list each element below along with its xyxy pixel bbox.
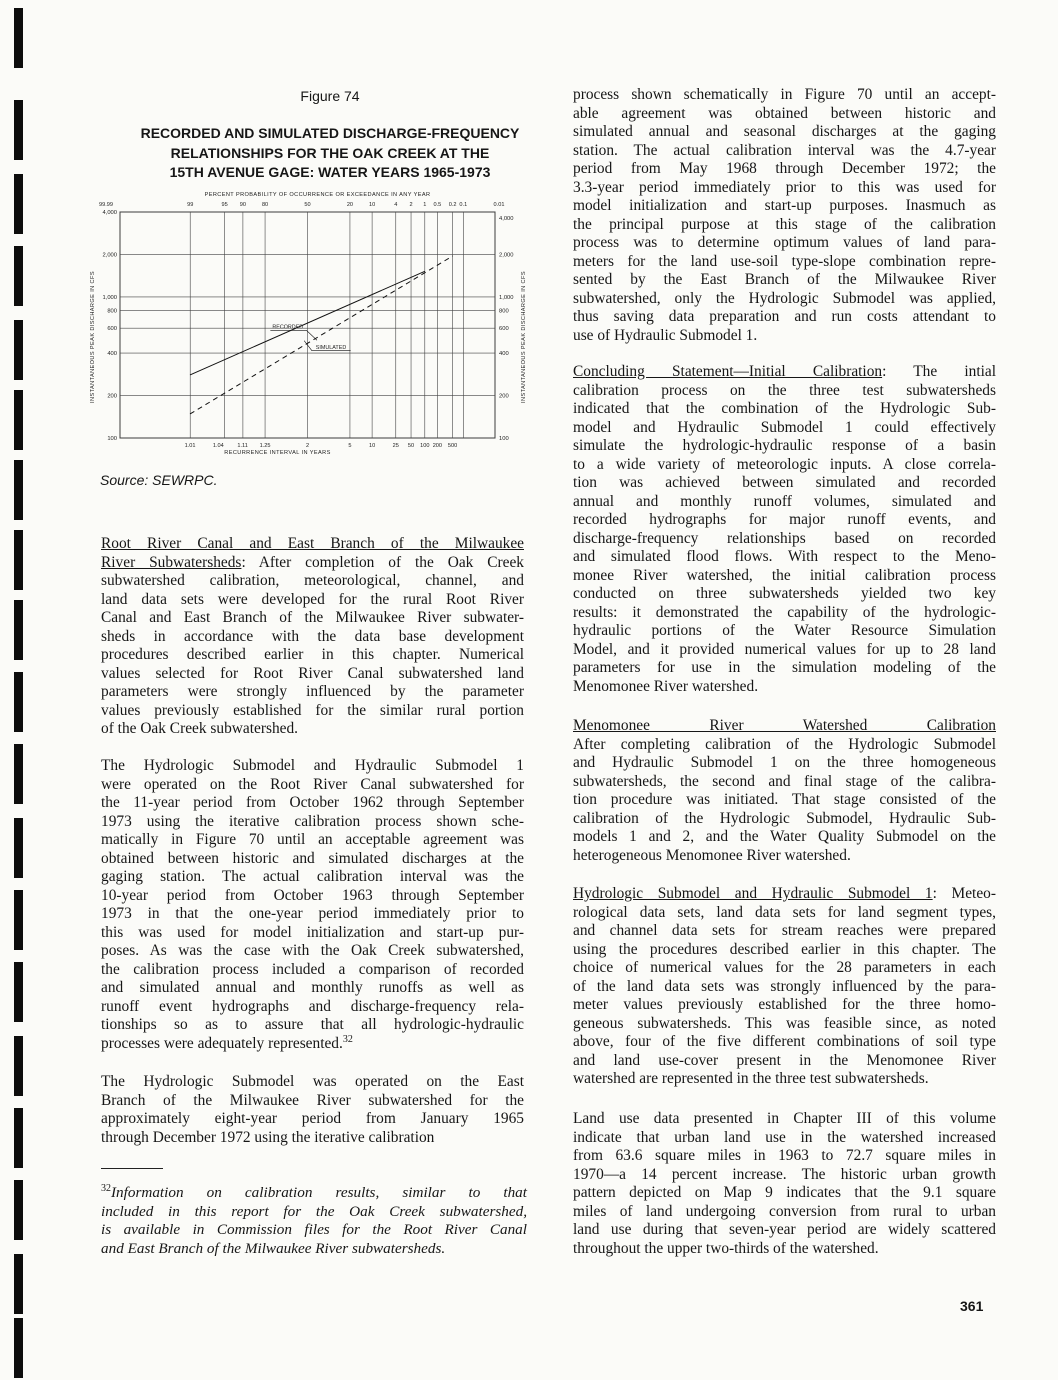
- series-line-simulated: [190, 256, 453, 414]
- text-run: : Meteo-: [932, 885, 996, 902]
- text-line: [573, 290, 996, 309]
- text-run: Menomonee River watershed.: [573, 677, 759, 695]
- text-run: meter values previously established for the three homo-: [573, 996, 996, 1013]
- section-heading: Hydrologic Submodel and Hydraulic Submodel 1: [573, 885, 933, 902]
- text-line: [101, 1073, 524, 1092]
- text-run: period from May 1968 through December 1972; the: [573, 160, 996, 177]
- text-line: [573, 271, 996, 290]
- text-run: discharge-frequency relationships based on recorded: [573, 529, 996, 547]
- text-run: meters for the land use-soil type-slope combination repre-: [573, 252, 996, 270]
- paragraph: [573, 885, 996, 1089]
- text-run: through December 1972 using the iterative calibration: [101, 1128, 435, 1146]
- figure-title: [100, 124, 560, 183]
- text-run: 1973 in that the one-year period immediately prior to: [101, 905, 524, 922]
- binding-mark: [14, 174, 23, 234]
- binding-marks: [14, 0, 26, 1380]
- text-run: land use during that seven-year period are widely scattered: [573, 1221, 996, 1238]
- text-line: [101, 757, 524, 776]
- y-axis-label-right: INSTANTANEOUS PEAK DISCHARGE IN CFS: [521, 271, 527, 403]
- binding-mark: [14, 460, 23, 520]
- text-run: simulated annual and seasonal discharges at the gaging: [573, 123, 996, 140]
- figure-title-line: 15TH AVENUE GAGE: WATER YEARS 1965-1973: [169, 164, 491, 180]
- text-line: [573, 456, 996, 475]
- text-run: the 11-year period from October 1962 through September: [101, 794, 524, 811]
- text-run: matically in Figure 70 until an acceptable agreement was: [101, 831, 524, 848]
- binding-mark: [14, 100, 23, 160]
- figure-title-line: RECORDED AND SIMULATED DISCHARGE-FREQUENCY: [140, 125, 520, 141]
- top-tick-label: 99.99: [99, 202, 113, 208]
- text-line: [101, 831, 524, 850]
- text-line: [573, 437, 996, 456]
- text-line: [573, 1240, 996, 1259]
- text-line: [573, 641, 996, 660]
- text-run: subwatershed, only the Hydrologic Submodel was applied,: [573, 289, 996, 307]
- x-tick-label: 1.11: [237, 443, 248, 449]
- text-run: and channel data sets for stream reaches were prepared: [573, 922, 996, 939]
- text-line: [101, 683, 524, 702]
- section-heading: Root River Canal and East Branch of the Milwaukee: [101, 535, 524, 552]
- x-tick-label: 50: [407, 443, 415, 449]
- text-line: [101, 961, 524, 980]
- footnote-text: is available in Commission files for the Root River Canal: [101, 1221, 527, 1238]
- top-tick-label: 0.5: [433, 202, 442, 208]
- text-run: 1973 using the iterative calibration process shown sche-: [101, 812, 524, 830]
- text-run: to a wide variety of meteorologic inputs. A close correla-: [573, 455, 996, 473]
- paragraph: [101, 1073, 524, 1147]
- y-tick-label-left: 4,000: [102, 210, 117, 216]
- text-run: the principal purpose at this stage of the calibration: [573, 215, 996, 233]
- y-tick-label-left: 200: [107, 393, 117, 400]
- top-tick-label: 90: [239, 202, 247, 208]
- discharge-frequency-chart: [80, 184, 550, 464]
- figure-label: Figure 74: [300, 88, 360, 104]
- text-line: [573, 659, 996, 678]
- text-line: [101, 554, 524, 573]
- text-run: models 1 and 2, and the Water Quality Submodel on the: [573, 828, 996, 845]
- text-line: [101, 646, 524, 665]
- text-run: station. The actual calibration interval was the 4.7-year: [573, 141, 996, 159]
- text-run: calibration of the Hydrologic Submodel, Hydraulic Sub-: [573, 809, 996, 827]
- text-line: [101, 1092, 524, 1111]
- text-run: of the land data sets was strongly influenced by the para-: [573, 977, 996, 995]
- text-run: Branch of the Milwaukee River subwatershed for the: [101, 1091, 524, 1109]
- text-run: tion was achieved between simulated and recorded: [573, 474, 996, 491]
- text-line: [573, 904, 996, 923]
- y-axis-label-left: INSTANTANEOUS PEAK DISCHARGE IN CFS: [90, 271, 96, 403]
- text-run: 3.3-year period immediately prior to this was used for: [573, 178, 996, 196]
- text-run: tion procedure was initiated. That stage consisted of the: [573, 791, 996, 808]
- text-line: [573, 253, 996, 272]
- text-line: [101, 572, 524, 591]
- x-tick-label: 200: [432, 443, 443, 449]
- text-run: this was used for model initialization and start-up pur-: [101, 923, 524, 941]
- text-line: [573, 885, 996, 904]
- text-run: process shown schematically in Figure 70 until an accept-: [573, 86, 996, 103]
- text-line: [101, 776, 524, 795]
- section-heading: Concluding Statement—Initial Calibration: [573, 363, 883, 380]
- text-run: heterogeneous Menomonee River watershed.: [573, 846, 851, 864]
- text-run: choice of numerical values for the 28 parameters in each: [573, 959, 996, 976]
- top-tick-label: 10: [368, 202, 376, 208]
- text-line: [101, 813, 524, 832]
- figure-source: Source: SEWRPC.: [100, 472, 218, 488]
- text-line: [101, 628, 524, 647]
- text-line: [101, 1016, 524, 1035]
- text-line: [573, 1203, 996, 1222]
- text-run: subwatersheds, the second and final stage of the calibra-: [573, 772, 996, 790]
- text-run: : After completion of the Oak Creek: [241, 553, 524, 571]
- text-line: [573, 419, 996, 438]
- text-line: [573, 1015, 996, 1034]
- text-line: [573, 773, 996, 792]
- paragraph: [573, 363, 996, 696]
- text-line: [101, 794, 524, 813]
- y-tick-label-left: 400: [107, 351, 117, 358]
- text-line: [573, 585, 996, 604]
- text-run: tionships so as to assure that all hydrologic-hydraulic: [101, 1016, 524, 1033]
- x-tick-label: 1.01: [184, 443, 196, 449]
- text-run: parameters were strongly influenced by the parameter: [101, 683, 524, 700]
- text-run: annual and monthly runoff volumes, simulated and: [573, 492, 996, 510]
- text-run: rological data sets, land data sets for land segment types,: [573, 903, 996, 921]
- y-tick-label-right: 1,000: [499, 294, 514, 301]
- x-axis-label: RECURRENCE INTERVAL IN YEARS: [224, 450, 331, 456]
- text-run: parameters for use in the simulation modeling of the: [573, 659, 996, 676]
- x-tick-label: 5: [348, 443, 352, 449]
- text-run: model and Hydraulic Submodel 1 could effectively: [573, 418, 996, 436]
- top-tick-label: 20: [346, 202, 354, 208]
- y-tick-label-right: 4,000: [499, 216, 514, 222]
- text-run: runoff event hydrographs and discharge-frequency rela-: [101, 997, 524, 1015]
- text-run: pattern depicted on Map 9 indicates that the 9.1 square: [573, 1184, 996, 1201]
- top-tick-label: 99: [187, 202, 194, 208]
- binding-mark: [14, 320, 23, 380]
- text-line: [573, 234, 996, 253]
- text-run: use of Hydraulic Submodel 1.: [573, 326, 758, 344]
- text-line: [573, 105, 996, 124]
- text-run: throughout the upper two-thirds of the watershed.: [573, 1239, 879, 1257]
- section-heading: Menomonee River Watershed Calibration: [573, 717, 996, 734]
- text-line: [101, 998, 524, 1017]
- text-line: [573, 567, 996, 586]
- text-run: process was to determine optimum values of land para-: [573, 234, 996, 251]
- text-run: indicated that the combination of the Hydrologic Sub-: [573, 400, 996, 417]
- text-run: Model, and it provided numerical values for up to 28 land: [573, 640, 996, 658]
- binding-mark: [14, 890, 23, 950]
- text-line: [573, 530, 996, 549]
- text-line: [573, 363, 996, 382]
- text-line: [573, 511, 996, 530]
- footnote-line: [101, 1184, 527, 1203]
- binding-mark: [14, 530, 23, 590]
- x-tick-label: 2: [305, 443, 310, 449]
- footnote-line: [101, 1221, 527, 1240]
- footnote-line: [101, 1203, 527, 1222]
- binding-mark: [14, 672, 23, 732]
- text-line: [573, 1184, 996, 1203]
- text-run: values selected for Root River Canal subwatershed land: [101, 664, 524, 682]
- text-line: [573, 1110, 996, 1129]
- text-line: [101, 609, 524, 628]
- section-heading: River Subwatersheds: [101, 553, 242, 571]
- text-line: [573, 1147, 996, 1166]
- y-tick-label-right: 100: [499, 436, 509, 442]
- text-run: geneous subwatersheds. This was feasible since, as noted: [573, 1014, 996, 1032]
- text-line: [101, 905, 524, 924]
- binding-mark: [14, 1254, 23, 1314]
- text-line: [573, 754, 996, 773]
- text-line: [573, 197, 996, 216]
- text-line: [573, 327, 996, 346]
- paragraph: [101, 757, 524, 1053]
- text-run: and simulated annual and monthly runoffs as well as: [101, 979, 524, 996]
- text-run: calibration process on the three test subwatersheds: [573, 381, 996, 399]
- y-tick-label-right: 2,000: [499, 252, 514, 259]
- top-tick-label: 80: [261, 202, 269, 208]
- y-tick-label-left: 800: [107, 308, 117, 315]
- text-line: [573, 604, 996, 623]
- text-line: [573, 160, 996, 179]
- text-line: [573, 216, 996, 235]
- text-line: [573, 810, 996, 829]
- binding-mark: [14, 818, 23, 878]
- text-line: [573, 622, 996, 641]
- page-number: 361: [960, 1298, 984, 1314]
- text-line: [573, 978, 996, 997]
- text-run: obtained between historic and simulated discharges at the: [101, 849, 524, 867]
- paragraph: [573, 1110, 996, 1258]
- text-run: poses. As was the case with the Oak Creek subwatershed,: [101, 942, 524, 959]
- footnote-rule: [101, 1168, 163, 1169]
- text-line: [573, 1070, 996, 1089]
- top-tick-label: 4: [394, 202, 398, 208]
- binding-mark: [14, 962, 23, 1022]
- text-run: land data sets were developed for the rural Root River: [101, 590, 524, 608]
- text-line: [573, 922, 996, 941]
- y-tick-label-left: 100: [107, 436, 117, 442]
- footnote-line: [101, 1240, 527, 1259]
- x-tick-label: 10: [368, 443, 376, 449]
- text-line: [573, 382, 996, 401]
- text-line: [101, 535, 524, 554]
- text-run: results: it demonstrated the capability of the hydrologic-: [573, 603, 996, 621]
- binding-mark: [14, 8, 23, 68]
- text-line: [573, 548, 996, 567]
- text-line: [573, 828, 996, 847]
- text-line: [573, 308, 996, 327]
- text-line: [101, 887, 524, 906]
- text-run: watershed are represented in the three test subwatersheds.: [573, 1070, 929, 1087]
- text-run: able agreement was obtained between historic and: [573, 104, 996, 122]
- figure-title-line: RELATIONSHIPS FOR THE OAK CREEK AT THE: [170, 144, 490, 161]
- y-tick-label-right: 200: [499, 393, 509, 400]
- text-line: [573, 123, 996, 142]
- text-run: approximately eight-year period from January 1965: [101, 1110, 524, 1127]
- text-run: simulate the hydrologic-hydraulic response of a basin: [573, 437, 996, 454]
- top-tick-label: 95: [221, 202, 228, 208]
- recorded-leader-line: [270, 330, 317, 340]
- footnote-text: and East Branch of the Milwaukee River subwatersheds.: [101, 1239, 446, 1257]
- text-run: thus saving data preparation and run costs attendant to: [573, 308, 996, 325]
- text-line: [101, 924, 524, 943]
- text-line: [573, 996, 996, 1015]
- paragraph: [101, 535, 524, 739]
- text-line: [101, 979, 524, 998]
- text-run: from 63.6 square miles in 1963 to 72.7 square miles in: [573, 1147, 996, 1164]
- binding-mark: [14, 600, 23, 660]
- y-tick-label-right: 600: [499, 326, 509, 333]
- text-run: sented by the East Branch of the Milwaukee River: [573, 271, 996, 288]
- x-tick-label: 500: [447, 443, 458, 449]
- x-tick-label: 1.04: [212, 443, 224, 449]
- text-run: conducted on three subwatersheds yielded two key: [573, 585, 996, 602]
- text-run: The Hydrologic Submodel was operated on the East: [101, 1073, 524, 1090]
- text-line: [573, 717, 996, 736]
- footnote: [101, 1184, 527, 1258]
- text-line: [573, 142, 996, 161]
- top-tick-label: 0.2: [448, 202, 457, 208]
- text-run: values previously established for the similar rural portion: [101, 701, 524, 719]
- text-run: miles of land undergoing conversion from rural to urban: [573, 1202, 996, 1220]
- text-run: Canal and East Branch of the Milwaukee River subwater-: [101, 609, 524, 626]
- text-line: [573, 493, 996, 512]
- footnote-ref: 32: [342, 1033, 353, 1045]
- text-run: indicate that urban land use in the watershed increased: [573, 1128, 996, 1146]
- text-run: After completing calibration of the Hydrologic Submodel: [573, 735, 996, 753]
- text-line: [573, 1033, 996, 1052]
- text-run: and land use-cover present in the Menomonee River: [573, 1051, 996, 1069]
- text-line: [573, 179, 996, 198]
- text-run: using the procedures described earlier in this chapter. The: [573, 940, 996, 958]
- text-line: [573, 1221, 996, 1240]
- text-run: were operated on the Root River Canal subwatershed for: [101, 775, 524, 793]
- top-axis-label: PERCENT PROBABILITY OF OCCURRENCE OR EXCEEDANCE IN ANY YEAR: [204, 192, 431, 198]
- paragraph: [573, 86, 996, 345]
- annotation-simulated: SIMULATED: [315, 345, 347, 352]
- y-tick-label-left: 1,000: [102, 294, 117, 301]
- x-tick-label: 1.25: [259, 443, 271, 449]
- text-run: hydraulic portions of the Water Resource Simulation: [573, 622, 996, 639]
- x-tick-label: 100: [420, 443, 430, 449]
- text-line: [101, 850, 524, 869]
- text-run: the calibration process included a comparison of recorded: [101, 960, 524, 978]
- text-line: [101, 1110, 524, 1129]
- paragraph: [573, 717, 996, 865]
- top-tick-label: 2: [409, 202, 413, 208]
- text-run: and simulated flood flows. With respect to the Meno-: [573, 548, 996, 565]
- text-line: [573, 1166, 996, 1185]
- text-run: The Hydrologic Submodel and Hydraulic Submodel 1: [101, 757, 524, 774]
- text-line: [101, 942, 524, 961]
- top-tick-label: 0.01: [493, 202, 505, 208]
- text-line: [573, 474, 996, 493]
- text-run: sheds in accordance with the data base development: [101, 627, 524, 645]
- text-run: processes were adequately represented.: [101, 1034, 343, 1052]
- text-line: [573, 847, 996, 866]
- text-run: procedures described earlier in this chapter. Numerical: [101, 646, 524, 663]
- text-run: above, four of the five different combinations of soil type: [573, 1033, 996, 1050]
- top-tick-label: 50: [304, 202, 311, 208]
- binding-mark: [14, 390, 23, 450]
- text-line: [573, 959, 996, 978]
- text-run: monee River watershed, the initial calibration process: [573, 566, 996, 584]
- text-run: gaging station. The actual calibration interval was the: [101, 868, 524, 885]
- footnote-text: Information on calibration results, similar to that: [111, 1184, 527, 1201]
- text-line: [101, 720, 524, 739]
- text-run: 1970—a 14 percent increase. The historic urban growth: [573, 1165, 996, 1183]
- top-tick-label: 1: [423, 202, 427, 208]
- text-line: [101, 868, 524, 887]
- text-line: [573, 1129, 996, 1148]
- text-run: Land use data presented in Chapter III of this volume: [573, 1110, 996, 1127]
- binding-mark: [14, 1108, 23, 1168]
- text-run: model initialization and start-up purposes. Inasmuch as: [573, 197, 996, 214]
- x-tick-label: 25: [392, 443, 399, 449]
- text-line: [101, 591, 524, 610]
- footnote-number: 32: [101, 1183, 111, 1194]
- footnote-text: included in this report for the Oak Creek subwatershed,: [101, 1202, 527, 1220]
- text-line: [573, 941, 996, 960]
- text-line: [101, 1035, 524, 1054]
- y-tick-label-left: 600: [107, 326, 117, 333]
- text-run: of the Oak Creek subwatershed.: [101, 720, 299, 737]
- text-line: [573, 678, 996, 697]
- text-run: : The intial: [882, 363, 996, 380]
- text-line: [573, 1052, 996, 1071]
- top-tick-label: 0.1: [459, 202, 468, 208]
- text-run: recorded hydrographs for major runoff events, and: [573, 511, 996, 528]
- text-line: [573, 400, 996, 419]
- text-line: [573, 736, 996, 755]
- binding-mark: [14, 1180, 23, 1240]
- binding-mark: [14, 1036, 23, 1096]
- binding-mark: [14, 744, 23, 804]
- text-run: subwatershed calibration, meteorological, channel, and: [101, 572, 524, 589]
- text-line: [101, 665, 524, 684]
- y-tick-label-right: 400: [499, 351, 509, 358]
- binding-mark: [14, 1318, 23, 1378]
- binding-mark: [14, 246, 23, 306]
- y-tick-label-left: 2,000: [102, 252, 117, 259]
- text-line: [573, 791, 996, 810]
- text-line: [101, 1129, 524, 1148]
- text-line: [101, 702, 524, 721]
- text-line: [573, 86, 996, 105]
- annotation-recorded: RECORDED: [272, 324, 304, 331]
- text-run: and Hydraulic Submodel 1 on the three homogeneous: [573, 754, 996, 771]
- text-run: 10-year period from October 1963 through September: [101, 886, 524, 904]
- y-tick-label-right: 800: [499, 308, 509, 315]
